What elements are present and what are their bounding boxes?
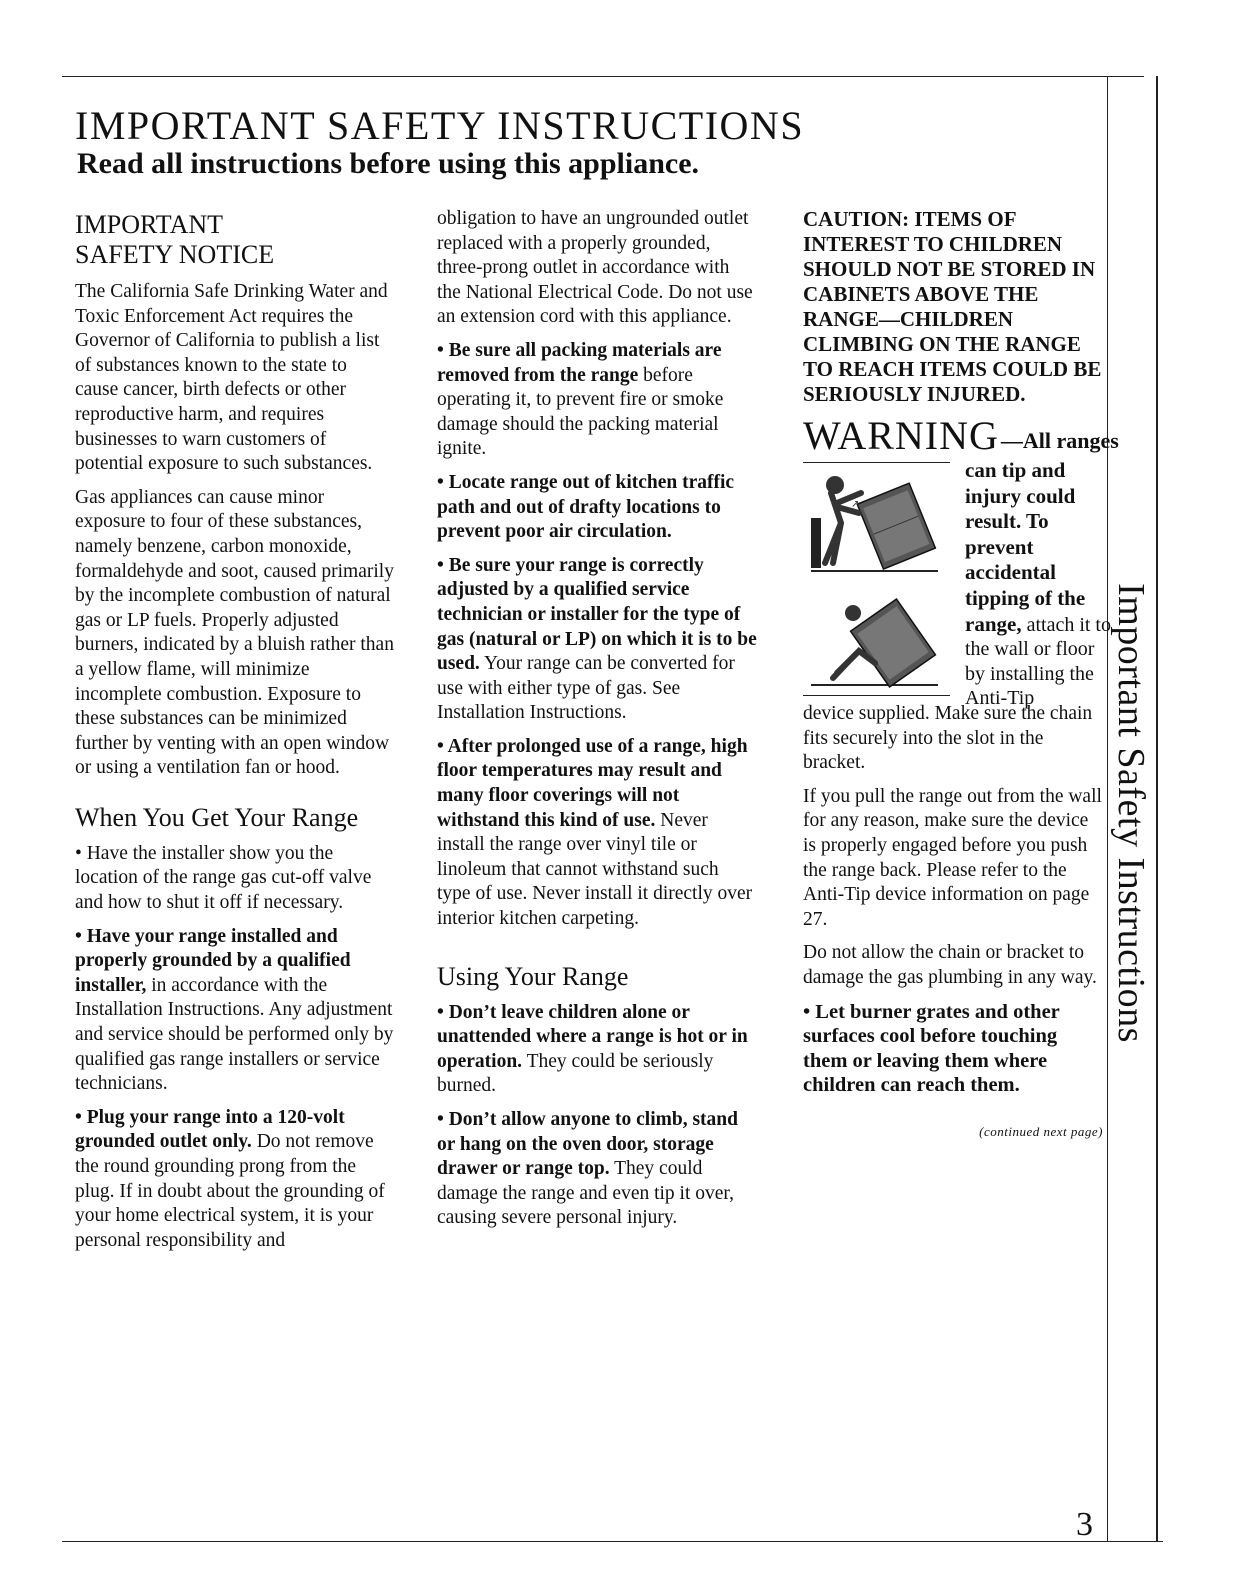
caution-block: CAUTION: ITEMS OF INTEREST TO CHILDREN SHOULD NOT BE STORED IN CABINETS ABOVE THE RANGE—CHILDREN CLIMBING ON THE RANGE TO REACH ITEMS COULD BE SERIOUSLY INJURED.	[803, 207, 1102, 406]
bullet-text: They could damage the range and even tip it over, causing severe personal injury.	[437, 1158, 735, 1229]
warning-text: attach it to the wall or floor by installing the Anti-Tip	[965, 613, 1111, 710]
bullet-text: They could be seriously burned.	[437, 1050, 714, 1097]
warning-area	[803, 458, 1111, 710]
installer-show-bullet: • Have the installer show you the location of the range gas cut-off valve and how to shut it off if necessary.	[75, 842, 372, 914]
locate-range-bullet: • Locate range out of kitchen traffic path and out of drafty locations to prevent poor air circulation.	[437, 471, 735, 543]
children-alone-bullet	[437, 1001, 757, 1099]
packing-materials-bullet	[437, 339, 757, 462]
svg-text:↗: ↗	[851, 499, 860, 510]
safety-notice-heading-line1: IMPORTANT	[75, 210, 224, 239]
top-rule	[62, 76, 1144, 77]
page-number: 3	[1076, 1506, 1093, 1543]
bullet-bold-text: • After prolonged use of a range, high floor temperatures may result and many floor coverings will not withstand this kind of use.	[437, 735, 748, 831]
bullet-text: Do not remove the round grounding prong from the plug. If in doubt about the grounding of your home electrical system, it is your personal responsibility and	[75, 1131, 385, 1251]
continued-next-page: (continued next page)	[979, 1123, 1103, 1139]
outlet-continued-paragraph: obligation to have an ungrounded outlet replaced with a properly grounded, three-prong outlet in accordance with the National Electrical Code. Do not use an extension cord with this appliance.	[437, 208, 753, 328]
bullet-text: Never install the range over vinyl tile or linoleum that cannot withstand such type of use. Never install it directly over interior kitchen carpeting.	[437, 809, 753, 930]
floor-temperature-bullet	[437, 735, 757, 932]
column-2	[437, 207, 757, 1240]
warning-heading	[803, 413, 1119, 458]
bullet-text: in accordance with the Installation Instructions. Any adjustment and service should be performed only by qualified gas range installers or service technicians.	[75, 974, 394, 1095]
side-tab-label: Important Safety Instructions	[1110, 583, 1152, 1043]
bullet-text: before operating it, to prevent fire or smoke damage should the packing material ignite.	[437, 364, 724, 460]
warning-body	[965, 458, 1115, 711]
page-subtitle: Read all instructions before using this appliance.	[77, 147, 700, 180]
safety-notice-heading-line2: SAFETY NOTICE	[75, 240, 275, 269]
bullet-bold-text: • Don’t leave children alone or unattended where a range is hot or in operation.	[437, 1001, 748, 1072]
gas-exposure-paragraph: Gas appliances can cause minor exposure to four of these substances, namely benzene, carbon monoxide, formaldehyde and soot, caused primarily by the incomplete combustion of natural gas or LP fuels. Properly adjusted burners, indicated by a bluish rather than a yellow flame, will minimize incomplete combustion. Exposure to these substances can be minimized further by venting with an open window or using a ventilation fan or hood.	[75, 486, 394, 779]
bullet-bold-text: • Plug your range into a 120-volt grounded outlet only.	[75, 1106, 345, 1153]
grounded-outlet-bullet	[75, 1106, 395, 1254]
section-heading-get-range: When You Get Your Range	[75, 802, 359, 832]
bottom-rule	[62, 1541, 1163, 1542]
california-notice-paragraph: The California Safe Drinking Water and Toxic Enforcement Act requires the Governor of California to publish a list of substances known to the state to cause cancer, birth defects or other reproductive harm, and requires businesses to warn customers of potential exposure to such substances.	[75, 281, 388, 475]
pull-range-paragraph: If you pull the range out from the wall for any reason, make sure the device is properly engaged before you push the range back. Please refer to the Anti-Tip device information on page 27.	[803, 785, 1102, 930]
bullet-bold-text: • Be sure all packing materials are removed from the range	[437, 339, 722, 386]
column-1	[75, 210, 395, 1262]
warning-word: WARNING	[803, 413, 999, 458]
safety-notice-heading	[75, 210, 395, 270]
chain-bracket-paragraph: Do not allow the chain or bracket to damage the gas plumbing in any way.	[803, 942, 1097, 988]
climb-stand-bullet	[437, 1108, 757, 1231]
adjusted-range-bullet	[437, 554, 757, 726]
bullet-bold-text: • Be sure your range is correctly adjusted by a qualified service technician or installer for the type of gas (natural or LP) on which it is to be used.	[437, 554, 757, 675]
page-title: IMPORTANT SAFETY INSTRUCTIONS	[75, 103, 805, 148]
warning-lead: —All ranges	[1000, 428, 1119, 453]
tipping-range-warning-icon	[803, 462, 950, 696]
burner-grates-bullet: • Let burner grates and other surfaces cool before touching them or leaving them where children can reach them.	[803, 1000, 1060, 1097]
installed-grounded-bullet	[75, 925, 395, 1097]
bullet-bold-text: • Have your range installed and properly grounded by a qualified installer,	[75, 925, 351, 996]
warning-bold-text: can tip and injury could result. To prevent accidental tipping of the range,	[965, 458, 1086, 636]
bullet-text: Your range can be converted for use with either type of gas. See Installation Instructions.	[437, 653, 735, 724]
column-3	[803, 207, 1119, 1145]
bullet-bold-text: • Don’t allow anyone to climb, stand or hang on the oven door, storage drawer or range top.	[437, 1109, 738, 1180]
section-heading-using-range: Using Your Range	[437, 961, 629, 991]
anti-tip-device-paragraph: device supplied. Make sure the chain fits securely into the slot in the bracket.	[803, 703, 1093, 774]
